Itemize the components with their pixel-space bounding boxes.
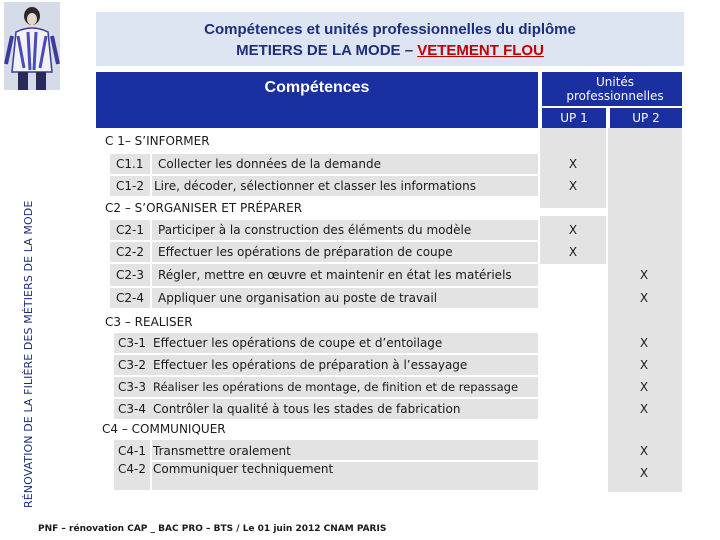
- competence-text: Effectuer les opérations de préparation de coupe: [158, 245, 453, 259]
- competence-text: Appliquer une organisation au poste de travail: [158, 291, 438, 305]
- section-heading: C3 – REALISER: [105, 315, 193, 329]
- up1-mark: X: [568, 245, 578, 259]
- competences-header: [96, 72, 538, 128]
- competence-code: C3-1: [118, 336, 146, 350]
- competence-text: Collecter les données de la demande: [158, 157, 381, 171]
- page-title: [96, 12, 684, 66]
- section-heading: C2 – S’ORGANISER ET PRÉPARER: [105, 201, 303, 215]
- section-heading: C 1– S’INFORMER: [105, 134, 210, 148]
- competence-text: Participer à la construction des éléments du modèle: [158, 223, 472, 237]
- up2-mark: X: [639, 358, 649, 372]
- competence-code: C3-4: [118, 402, 146, 416]
- competence-text: Transmettre oralement: [153, 444, 291, 458]
- competence-code: C1.1: [116, 157, 144, 171]
- up2-mark: X: [639, 291, 649, 305]
- competence-code: C2-4: [116, 291, 144, 305]
- up2-mark: X: [639, 380, 649, 394]
- title-highlight: VETEMENT FLOU: [417, 42, 544, 59]
- competence-text: Contrôler la qualité à tous les stades de fabrication: [153, 402, 461, 416]
- up1-mark: X: [568, 157, 578, 171]
- competence-text: Effectuer les opérations de coupe et d’entoilage: [153, 336, 443, 350]
- up1-header-label: UP 1: [560, 111, 588, 125]
- title-line-1: Compétences et unités professionnelles du diplôme: [204, 21, 576, 38]
- competence-code: C1-2: [116, 179, 144, 193]
- competence-code: C2-3: [116, 268, 144, 282]
- up1-mark: X: [568, 179, 578, 193]
- footer-text: PNF – rénovation CAP _ BAC PRO – BTS / Le 01 juin 2012 CNAM PARIS: [38, 524, 387, 534]
- up2-header-label: UP 2: [632, 111, 660, 125]
- competence-code: C2-2: [116, 245, 144, 259]
- unites-header: [542, 72, 682, 106]
- unites-header-label: Unités professionnelles: [566, 75, 664, 103]
- competence-code: C3-2: [118, 358, 146, 372]
- competence-code: C4-2: [118, 462, 146, 476]
- competence-text: Régler, mettre en œuvre et maintenir en état les matériels: [158, 268, 512, 282]
- competences-header-label: Compétences: [264, 79, 370, 96]
- competence-text: Effectuer les opérations de préparation à l’essayage: [153, 358, 468, 372]
- fashion-illustration-logo: [4, 2, 60, 90]
- up2-mark: X: [639, 466, 649, 480]
- up2-mark: X: [639, 336, 649, 350]
- up2-mark: X: [639, 444, 649, 458]
- up1-header: [542, 108, 606, 128]
- competence-text: Réaliser les opérations de montage, de finition et de repassage: [153, 380, 519, 394]
- up2-mark: X: [639, 268, 649, 282]
- competence-text: Communiquer techniquement: [153, 462, 334, 476]
- section-heading: C4 – COMMUNIQUER: [102, 422, 226, 436]
- competence-code: C2-1: [116, 223, 144, 237]
- up2-column-band: [608, 128, 682, 492]
- up1-mark: X: [568, 223, 578, 237]
- competence-code: C4-1: [118, 444, 146, 458]
- side-title: RÉNOVATION DE LA FILIÈRE DES MÉTIERS DE LA MODE: [22, 200, 35, 508]
- title-line-2: [96, 42, 684, 59]
- competence-code: C3-3: [118, 380, 146, 394]
- title-line-2-prefix: METIERS DE LA MODE –: [236, 42, 418, 59]
- competence-text: Lire, décoder, sélectionner et classer les informations: [154, 179, 476, 193]
- up2-header: [610, 108, 682, 128]
- up2-mark: X: [639, 402, 649, 416]
